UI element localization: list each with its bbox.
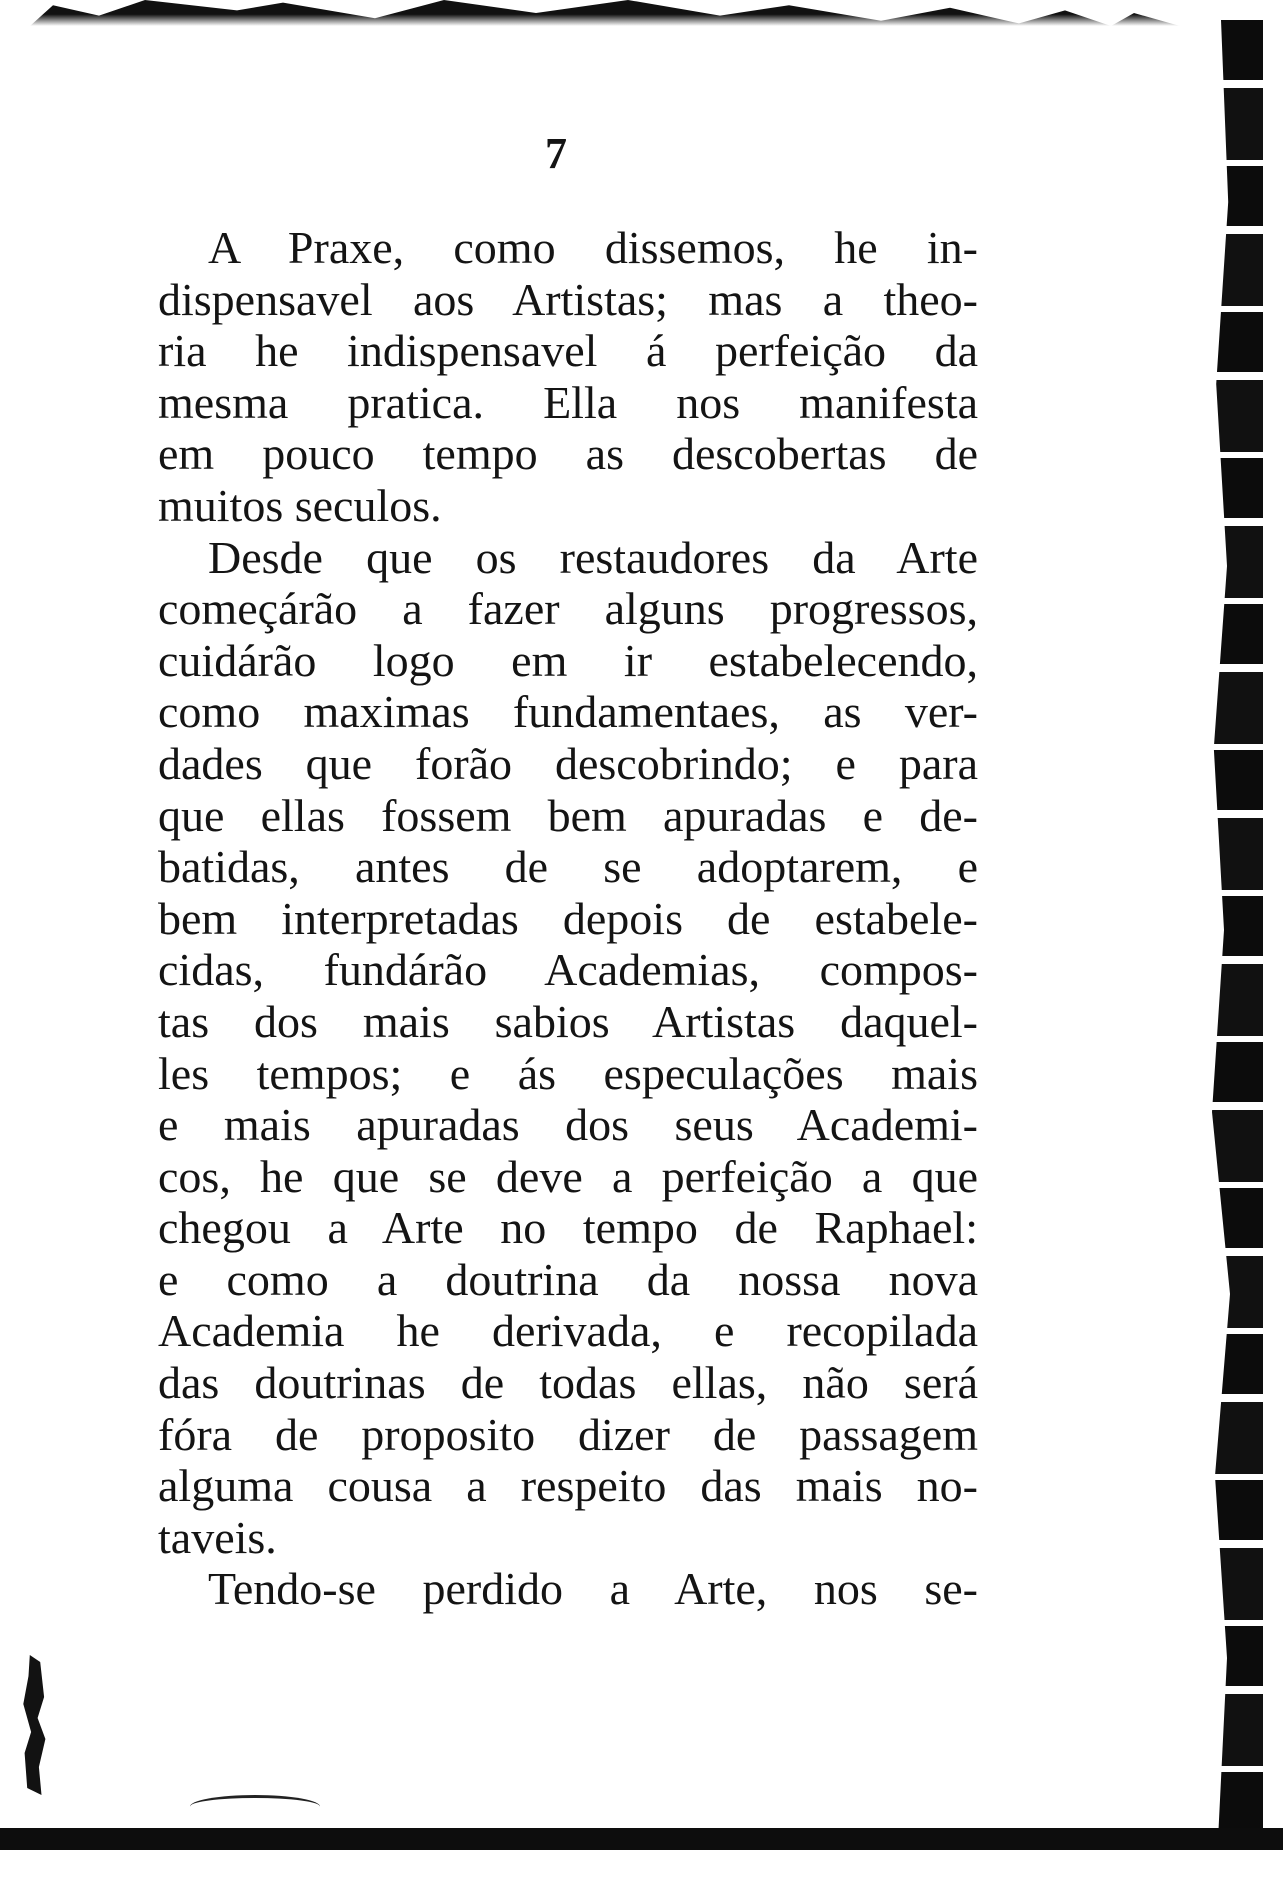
text-line: fóra de proposito dizer de passagem (158, 1408, 978, 1460)
text-line: tas dos mais sabios Artistas daquel- (158, 995, 978, 1047)
text-line: como maximas fundamentaes, as ver- (158, 686, 978, 738)
text-line: taveis. (158, 1511, 277, 1563)
text-line: começárão a fazer alguns progressos, (158, 583, 978, 635)
text-line: alguma cousa a respeito das mais no- (158, 1460, 978, 1512)
body-text (158, 222, 978, 1615)
text-line: ria he indispensavel á perfeição da (158, 325, 978, 377)
text-line: Desde que os restaudores da Arte (208, 531, 978, 583)
text-line: bem interpretadas depois de estabele- (158, 892, 978, 944)
text-line: A Praxe, como dissemos, he in- (208, 222, 978, 273)
text-line: muitos seculos. (158, 479, 442, 531)
text-line: Academia he derivada, e recopilada (158, 1305, 978, 1357)
text-line: batidas, antes de se adoptarem, e (158, 841, 978, 893)
text-line: dispensavel aos Artistas; mas a theo- (158, 273, 978, 325)
scan-top-edge (30, 0, 1180, 26)
text-line: que ellas fossem bem apuradas e de- (158, 789, 978, 841)
scan-left-mark (22, 1655, 48, 1795)
text-line: cuidárão logo em ir estabelecendo, (158, 634, 978, 686)
text-line: em pouco tempo as descobertas de (158, 428, 978, 480)
text-line: cidas, fundárão Academias, compos- (158, 944, 978, 996)
text-line: dades que forão descobrindo; e para (158, 737, 978, 789)
scan-bottom-curve (190, 1795, 320, 1818)
text-line: e como a doutrina da nossa nova (158, 1253, 978, 1305)
scan-bottom-edge (0, 1828, 1283, 1850)
text-line: les tempos; e ás especulações mais (158, 1047, 978, 1099)
text-line: mesma pratica. Ella nos manifesta (158, 376, 978, 428)
text-line: das doutrinas de todas ellas, não será (158, 1357, 978, 1409)
text-line: Tendo-se perdido a Arte, nos se- (208, 1563, 978, 1615)
text-line: e mais apuradas dos seus Academi- (158, 1099, 978, 1151)
page-number: 7 (545, 129, 567, 178)
scan-right-edge (1203, 20, 1263, 1840)
text-line: cos, he que se deve a perfeição a que (158, 1150, 978, 1202)
text-line: chegou a Arte no tempo de Raphael: (158, 1202, 978, 1254)
